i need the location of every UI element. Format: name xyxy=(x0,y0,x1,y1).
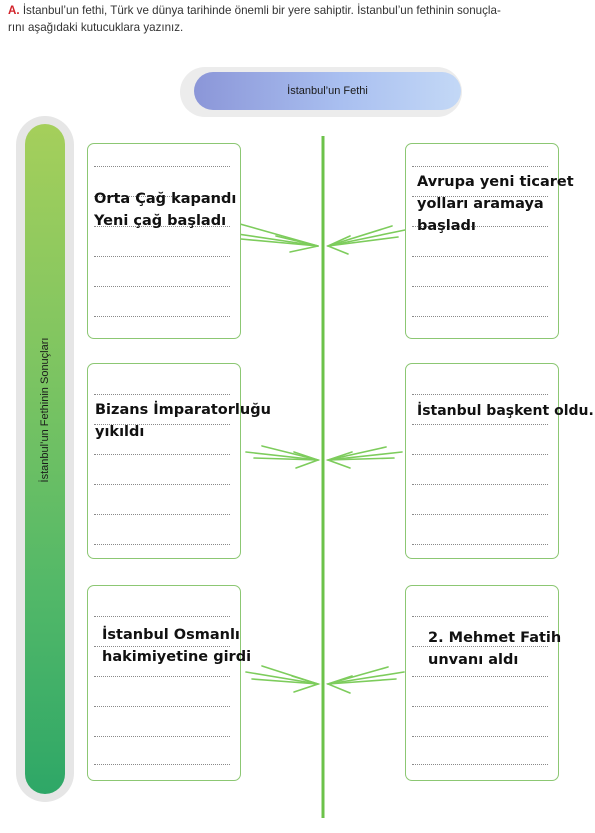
answer-text-left-1: Orta Çağ kapandı Yeni çağ başladı xyxy=(94,191,237,229)
instruction-text-line1: İstanbul’un fethi, Türk ve dünya tarihinde önemli bir yere sahiptir. İstanbul’un fethinin sonuçla- xyxy=(22,4,501,17)
right-arrow-3 xyxy=(328,667,404,693)
answer-box-left-1[interactable] xyxy=(87,143,241,339)
central-title: İstanbul’un Fethi xyxy=(194,72,461,110)
answer-box-right-2[interactable] xyxy=(405,363,559,559)
answer-text-right-1: Avrupa yeni ticaret yolları aramaya başladı xyxy=(417,174,574,234)
answer-text-left-2: Bizans İmparatorluğu yıkıldı xyxy=(95,402,271,440)
instruction-text-line2: rını aşağıdaki kutucuklara yazınız. xyxy=(8,21,184,34)
right-arrow-1 xyxy=(328,226,405,254)
right-arrow-2 xyxy=(328,447,402,468)
side-label: İstanbul’un Fethinin Sonuçları xyxy=(39,337,51,483)
left-arrow-3 xyxy=(246,666,318,692)
answer-box-left-3[interactable] xyxy=(87,585,241,781)
left-arrow-2 xyxy=(246,446,318,468)
answer-text-right-2: İstanbul başkent oldu. xyxy=(417,403,594,419)
answer-text-left-3: İstanbul Osmanlı hakimiyetine girdi xyxy=(102,627,252,665)
answer-box-right-3[interactable] xyxy=(405,585,562,781)
instruction-label: A. xyxy=(8,4,20,17)
answer-box-left-2[interactable] xyxy=(87,363,241,559)
answer-text-right-3: 2. Mehmet Fatih unvanı aldı xyxy=(428,630,562,668)
